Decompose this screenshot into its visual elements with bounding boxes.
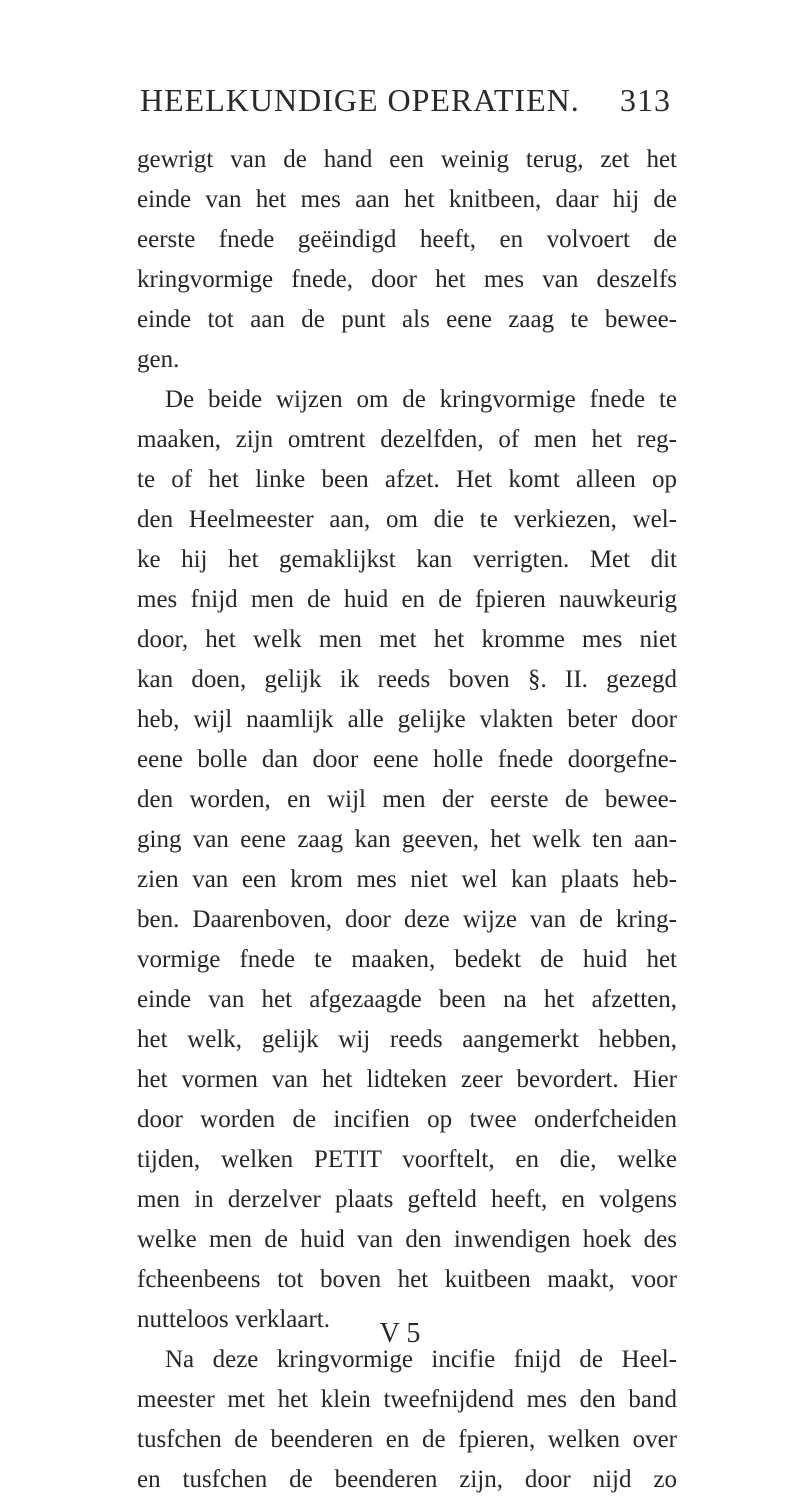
text-line: het welk, gelijk wij reeds aangemerkt hebben,: [137, 1026, 677, 1053]
text-line: kan doen, gelijk ik reeds boven §. II. gezegd: [137, 666, 677, 693]
text-line: men in derzelver plaats gefteld heeft, en volgens: [137, 1186, 677, 1213]
text-line: eerste fnede geëindigd heeft, en volvoert de: [137, 226, 677, 253]
text-line: welke men de huid van den inwendigen hoek des: [137, 1226, 677, 1253]
text-line: einde van het mes aan het knitbeen, daar hij de: [137, 186, 677, 213]
text-line: tusfchen de beenderen en de fpieren, welken over: [137, 1426, 677, 1453]
text-line: mes fnijd men de huid en de fpieren nauwkeurig: [137, 586, 677, 613]
body-text: [137, 140, 677, 1500]
text-line: zien van een krom mes niet wel kan plaats heb-: [137, 866, 677, 893]
text-line: einde tot aan de punt als eene zaag te bewee-: [137, 306, 677, 333]
text-line: ben. Daarenboven, door deze wijze van de kring-: [137, 906, 677, 933]
text-line: meester met het klein tweefnijdend mes den band: [137, 1386, 677, 1413]
text-line: heb, wijl naamlijk alle gelijke vlakten beter door: [137, 706, 677, 733]
text-line: Na deze kringvormige incifie fnijd de Heel-: [165, 1346, 677, 1373]
text-line: den Heelmeester aan, om die te verkiezen, wel-: [137, 506, 677, 533]
text-line: ke hij het gemaklijkst kan verrigten. Met dit: [137, 546, 677, 573]
running-head-title: HEELKUNDIGE OPERATIEN.: [140, 82, 580, 118]
text-line: maaken, zijn omtrent dezelfden, of men het reg-: [137, 426, 677, 453]
text-line: vormige fnede te maaken, bedekt de huid het: [137, 946, 677, 973]
text-line: en tusfchen de beenderen zijn, door nijd zo: [137, 1466, 677, 1493]
text-line: De beide wijzen om de kringvormige fnede te: [165, 386, 677, 413]
text-line: door worden de incifien op twee onderfcheiden: [137, 1106, 677, 1133]
text-line: fcheenbeens tot boven het kuitbeen maakt, voor: [137, 1266, 677, 1293]
text-line: te of het linke been afzet. Het komt alleen op: [137, 466, 677, 493]
text-line: gen.: [137, 346, 180, 373]
text-line: den worden, en wijl men der eerste de bewee-: [137, 786, 677, 813]
text-line: kringvormige fnede, door het mes van deszelfs: [137, 266, 677, 293]
text-line: door, het welk men met het kromme mes niet: [137, 626, 677, 653]
text-line: eene bolle dan door eene holle fnede doorgefne-: [137, 746, 677, 773]
text-line: nutteloos verklaart.: [137, 1306, 330, 1333]
text-line: gewrigt van de hand een weinig terug, zet het: [137, 146, 677, 173]
text-line: tijden, welken PETIT voorftelt, en die, welke: [137, 1146, 677, 1173]
signature-mark: V 5: [379, 1318, 421, 1349]
text-line: ging van eene zaag kan geeven, het welk ten aan-: [137, 826, 677, 853]
page-number: 313: [620, 82, 671, 118]
running-head: [140, 82, 671, 119]
text-line: het vormen van het lidteken zeer bevordert. Hier: [137, 1066, 677, 1093]
text-line: einde van het afgezaagde been na het afzetten,: [137, 986, 677, 1013]
